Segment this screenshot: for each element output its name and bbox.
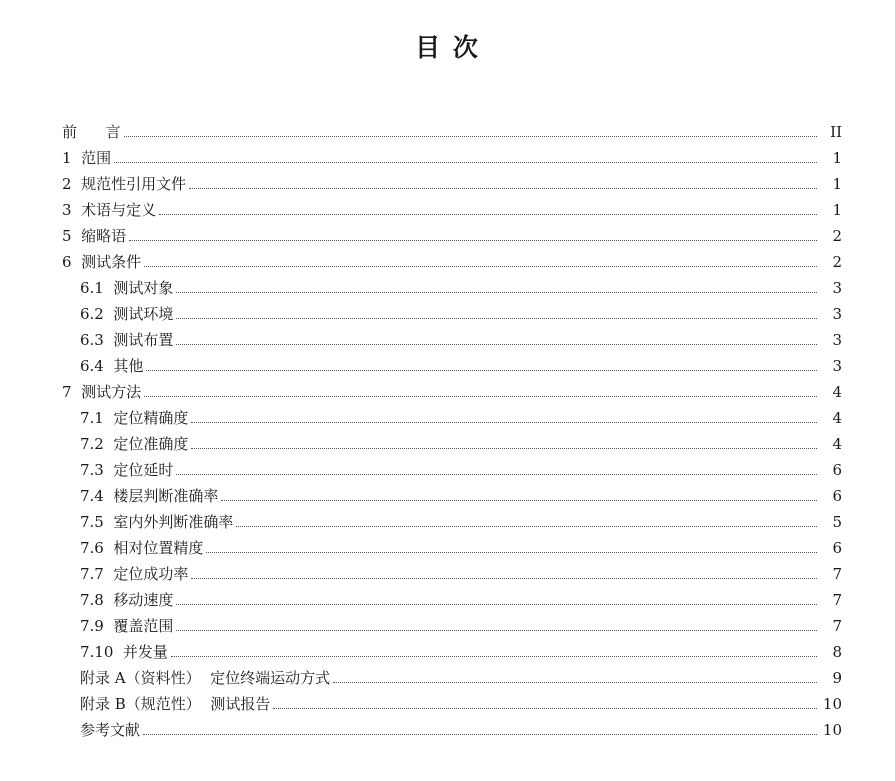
toc-dot-leader <box>191 578 817 579</box>
toc-entry-page-number: 4 <box>832 409 842 427</box>
table-of-contents <box>0 113 895 740</box>
toc-entry-label: 6.2 测试环境 <box>80 305 174 323</box>
toc-entry[interactable] <box>0 454 895 480</box>
toc-entry-label: 5 缩略语 <box>62 227 127 245</box>
toc-entry-page-number: 3 <box>832 357 842 375</box>
toc-entry-page-number: 9 <box>832 669 842 687</box>
toc-entry[interactable] <box>0 402 895 428</box>
toc-entry-page-number: 2 <box>832 227 842 245</box>
toc-entry[interactable] <box>0 532 895 558</box>
toc-entry-page-number: 6 <box>832 487 842 505</box>
toc-entry-label: 7 测试方法 <box>62 383 142 401</box>
toc-entry-label: 3 术语与定义 <box>62 201 157 219</box>
toc-dot-leader <box>144 396 817 397</box>
page-title: 目 次 <box>415 33 480 62</box>
toc-entry-label: 6.1 测试对象 <box>80 279 174 297</box>
toc-dot-leader <box>189 188 817 189</box>
toc-entry-page-number: II <box>830 123 842 141</box>
toc-entry[interactable] <box>0 688 895 714</box>
toc-entry-label: 6 测试条件 <box>62 253 142 271</box>
toc-entry-label: 7.2 定位准确度 <box>80 435 189 453</box>
toc-dot-leader <box>333 682 817 683</box>
toc-entry-page-number: 7 <box>832 617 842 635</box>
toc-entry-page-number: 1 <box>832 149 842 167</box>
toc-entry-page-number: 7 <box>832 591 842 609</box>
toc-dot-leader <box>206 552 817 553</box>
toc-entry-label: 7.3 定位延时 <box>80 461 174 479</box>
toc-entry[interactable] <box>0 113 895 142</box>
toc-entry[interactable] <box>0 558 895 584</box>
toc-entry-page-number: 7 <box>832 565 842 583</box>
toc-entry[interactable] <box>0 506 895 532</box>
toc-entry[interactable] <box>0 246 895 272</box>
toc-dot-leader <box>221 500 817 501</box>
toc-entry-page-number: 1 <box>832 201 842 219</box>
toc-entry[interactable] <box>0 714 895 740</box>
toc-entry-page-number: 4 <box>832 435 842 453</box>
toc-entry-label: 附录 B（规范性） 测试报告 <box>80 695 271 713</box>
toc-dot-leader <box>144 266 817 267</box>
toc-entry[interactable] <box>0 220 895 246</box>
toc-entry[interactable] <box>0 324 895 350</box>
toc-dot-leader <box>176 474 817 475</box>
toc-entry-page-number: 2 <box>832 253 842 271</box>
toc-dot-leader <box>176 604 817 605</box>
toc-entry-label: 前 言 <box>62 123 121 141</box>
toc-entry-page-number: 6 <box>832 539 842 557</box>
toc-dot-leader <box>114 162 817 163</box>
toc-entry-page-number: 3 <box>832 305 842 323</box>
toc-entry-label: 7.8 移动速度 <box>80 591 174 609</box>
toc-entry[interactable] <box>0 610 895 636</box>
toc-dot-leader <box>191 448 817 449</box>
toc-dot-leader <box>171 656 817 657</box>
toc-dot-leader <box>176 292 817 293</box>
toc-entry[interactable] <box>0 480 895 506</box>
toc-entry-label: 参考文献 <box>80 721 141 739</box>
toc-entry-label: 7.10 并发量 <box>80 643 168 661</box>
toc-entry-page-number: 10 <box>822 721 842 739</box>
toc-entry-page-number: 10 <box>822 695 842 713</box>
toc-dot-leader <box>273 708 817 709</box>
toc-entry[interactable] <box>0 636 895 662</box>
toc-entry[interactable] <box>0 428 895 454</box>
toc-dot-leader <box>129 240 817 241</box>
toc-dot-leader <box>236 526 817 527</box>
toc-dot-leader <box>159 214 817 215</box>
toc-entry-page-number: 5 <box>832 513 842 531</box>
toc-entry[interactable] <box>0 142 895 168</box>
toc-entry-page-number: 4 <box>832 383 842 401</box>
toc-entry-label: 7.9 覆盖范围 <box>80 617 174 635</box>
toc-dot-leader <box>124 136 817 137</box>
toc-entry-page-number: 1 <box>832 175 842 193</box>
toc-entry[interactable] <box>0 194 895 220</box>
toc-entry[interactable] <box>0 662 895 688</box>
toc-entry[interactable] <box>0 272 895 298</box>
toc-entry-label: 2 规范性引用文件 <box>62 175 187 193</box>
toc-entry-label: 1 范围 <box>62 149 112 167</box>
toc-dot-leader <box>176 344 817 345</box>
toc-entry[interactable] <box>0 298 895 324</box>
toc-entry[interactable] <box>0 350 895 376</box>
toc-dot-leader <box>191 422 817 423</box>
toc-entry-page-number: 8 <box>832 643 842 661</box>
toc-entry[interactable] <box>0 584 895 610</box>
toc-entry-label: 7.5 室内外判断准确率 <box>80 513 234 531</box>
toc-entry-label: 附录 A（资料性） 定位终端运动方式 <box>80 669 331 687</box>
toc-entry-label: 7.7 定位成功率 <box>80 565 189 583</box>
toc-entry-label: 7.4 楼层判断准确率 <box>80 487 219 505</box>
toc-entry[interactable] <box>0 376 895 402</box>
toc-entry-page-number: 3 <box>832 331 842 349</box>
toc-entry-label: 7.1 定位精确度 <box>80 409 189 427</box>
toc-entry-label: 6.4 其他 <box>80 357 144 375</box>
toc-dot-leader <box>146 370 817 371</box>
toc-dot-leader <box>176 630 817 631</box>
toc-entry-page-number: 3 <box>832 279 842 297</box>
toc-dot-leader <box>176 318 817 319</box>
toc-entry-label: 6.3 测试布置 <box>80 331 174 349</box>
toc-entry-page-number: 6 <box>832 461 842 479</box>
toc-dot-leader <box>143 734 817 735</box>
toc-entry-label: 7.6 相对位置精度 <box>80 539 204 557</box>
toc-entry[interactable] <box>0 168 895 194</box>
